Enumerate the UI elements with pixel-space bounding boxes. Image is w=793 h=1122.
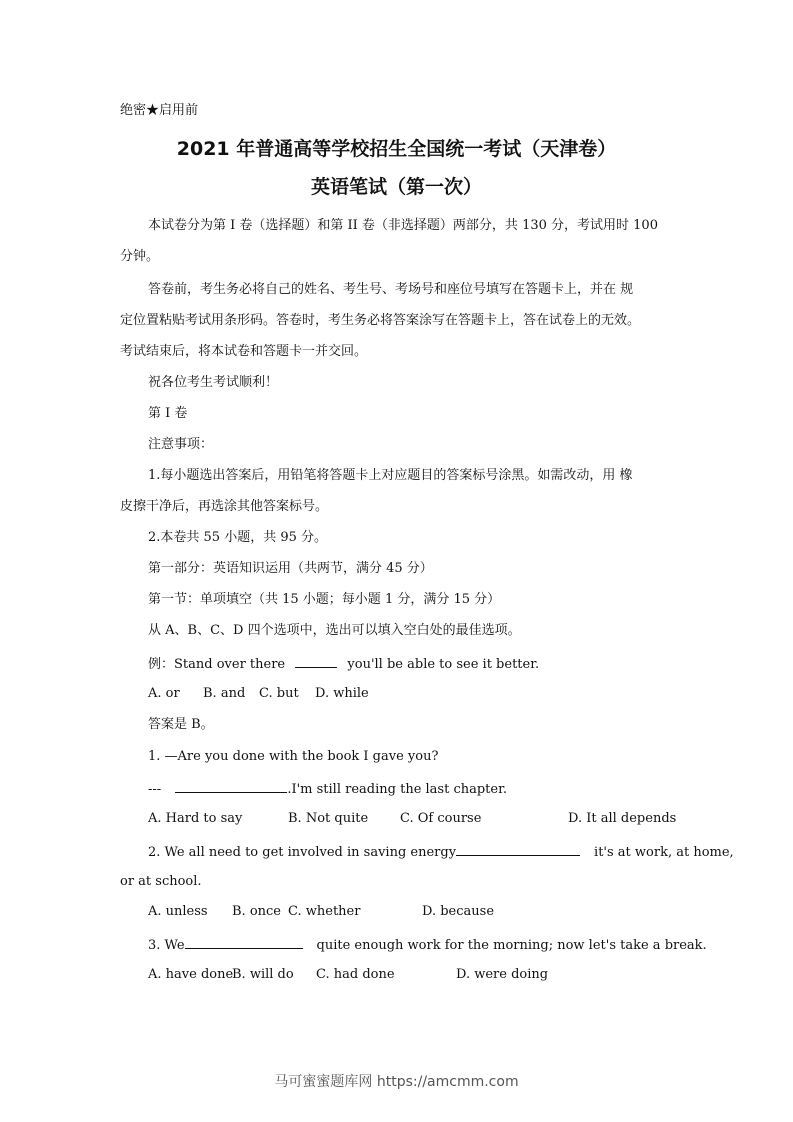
note1-line1: 1.每小题选出答案后，用铅笔将答题卡上对应题目的答案标号涂黑。如需改动，用 橡 bbox=[148, 468, 633, 483]
q3-stem bbox=[148, 936, 707, 954]
intro-p1-line2: 分钟。 bbox=[120, 249, 160, 264]
q3-stem-suffix: quite enough work for the morning; now let's take a break. bbox=[316, 938, 707, 953]
q2-stem-line2: or at school. bbox=[120, 874, 202, 889]
secret-label: 绝密★启用前 bbox=[120, 103, 199, 118]
q3-stem-prefix: 3. We bbox=[148, 938, 185, 953]
example-answer: 答案是 B。 bbox=[148, 717, 214, 732]
q1-option-d: D. It all depends bbox=[568, 811, 677, 826]
exam-title: 2021 年普通高等学校招生全国统一考试（天津卷） bbox=[176, 138, 617, 160]
q1-option-b: B. Not quite bbox=[288, 811, 369, 826]
section-title: 第一部分：英语知识运用（共两节，满分 45 分） bbox=[148, 561, 433, 576]
note2: 2.本卷共 55 小题，共 95 分。 bbox=[148, 530, 328, 545]
note1-line2: 皮擦干净后，再选涂其他答案标号。 bbox=[120, 499, 329, 514]
q3-option-c: C. had done bbox=[316, 967, 395, 982]
q3-option-d: D. were doing bbox=[456, 967, 549, 982]
example-suffix: you'll be able to see it better. bbox=[347, 657, 540, 672]
notice-heading: 注意事项： bbox=[148, 437, 214, 452]
q2-blank bbox=[456, 843, 580, 856]
wish-text: 祝各位考生考试顺利！ bbox=[148, 375, 279, 390]
q1-option-a: A. Hard to say bbox=[148, 811, 243, 826]
intro-p2-line2: 定位置粘贴考试用条形码。答卷时，考生务必将答案涂写在答题卡上，答在试卷上的无效。 bbox=[120, 313, 641, 328]
q1-option-c: C. Of course bbox=[400, 811, 482, 826]
q2-option-a: A. unless bbox=[148, 904, 208, 919]
intro-p2-line3: 考试结束后，将本试卷和答题卡一并交回。 bbox=[120, 344, 368, 359]
example-stem bbox=[148, 655, 539, 673]
q1-reply bbox=[148, 780, 507, 798]
q2-option-c: C. whether bbox=[288, 904, 361, 919]
q2-stem bbox=[148, 843, 734, 861]
q2-stem-prefix: 2. We all need to get involved in saving energy bbox=[148, 845, 457, 860]
q2-option-d: D. because bbox=[422, 904, 495, 919]
example-option-b: B. and bbox=[203, 686, 246, 701]
intro-p1-line1: 本试卷分为第 I 卷（选择题）和第 II 卷（非选择题）两部分，共 130 分，考试用时 100 bbox=[148, 218, 658, 233]
part1-heading: 第 I 卷 bbox=[148, 406, 188, 421]
q3-option-b: B. will do bbox=[232, 967, 294, 982]
q2-option-b: B. once bbox=[232, 904, 281, 919]
q2-stem-suffix: it's at work, at home, bbox=[594, 845, 734, 860]
instruction-text: 从 A、B、C、D 四个选项中，选出可以填入空白处的最佳选项。 bbox=[148, 623, 521, 638]
q3-blank bbox=[185, 936, 303, 949]
exam-subtitle: 英语笔试（第一次） bbox=[310, 176, 482, 198]
q1-reply-prefix: --- bbox=[148, 782, 162, 797]
q1-reply-suffix: .I'm still reading the last chapter. bbox=[287, 782, 508, 797]
subsection-title: 第一节：单项填空（共 15 小题；每小题 1 分，满分 15 分） bbox=[148, 592, 501, 607]
q1-blank bbox=[175, 780, 287, 793]
example-blank bbox=[295, 655, 337, 668]
example-prefix: 例：Stand over there bbox=[148, 657, 286, 672]
example-option-d: D. while bbox=[315, 686, 369, 701]
example-option-a: A. or bbox=[148, 686, 180, 701]
example-option-c: C. but bbox=[259, 686, 299, 701]
site-footer: 马可蜜蜜题库网 https://amcmm.com bbox=[274, 1074, 519, 1090]
q1-stem: 1. —Are you done with the book I gave you? bbox=[148, 749, 439, 764]
q3-option-a: A. have done bbox=[148, 967, 234, 982]
intro-p2-line1: 答卷前，考生务必将自己的姓名、考生号、考场号和座位号填写在答题卡上，并在 规 bbox=[148, 282, 634, 297]
